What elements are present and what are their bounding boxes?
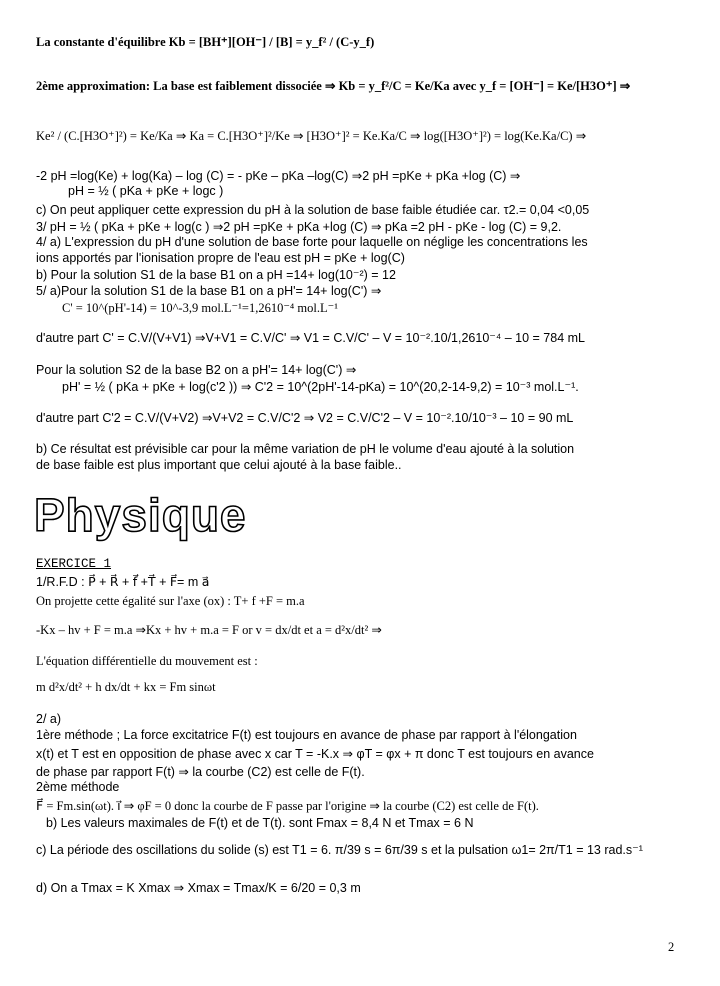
phys-line-11: F⃗ = Fm.sin(ωt). i⃗ ⇒ φF = 0 donc la courbe de F passe par l'origine ⇒ la courbe (C2) est celle de F(t).	[36, 799, 539, 813]
phys-line-4: L'équation différentielle du mouvement est :	[36, 654, 258, 668]
chem-line-7: 3/ pH = ½ ( pKa + pKe + log(c ) ⇒2 pH =pKe + pKa +log (C) ⇒ pKa =2 pH - pKe - log (C) = 9,2.	[36, 220, 562, 234]
chem-line-1: La constante d'équilibre Kb = [BH⁺][OH⁻] / [B] = y_f² / (C-y_f)	[36, 35, 375, 49]
phys-line-2: On projette cette égalité sur l'axe (ox) : T+ f +F = m.a	[36, 594, 305, 608]
phys-line-10: 2ème méthode	[36, 780, 120, 794]
chem-line-16: d'autre part C'2 = C.V/(V+V2) ⇒V+V2 = C.V/C'2 ⇒ V2 = C.V/C'2 – V = 10⁻².10/10⁻³ – 10 = 90 mL	[36, 411, 574, 425]
exercise-heading: EXERCICE 1	[36, 557, 112, 571]
phys-line-1: 1/R.F.D : P⃗ + R⃗ + f⃗ +T⃗ + F⃗= m a⃗	[36, 575, 210, 589]
page-number: 2	[668, 940, 675, 954]
phys-line-12: b) Les valeurs maximales de F(t) et de T(t). sont Fmax = 8,4 N et Tmax = 6 N	[46, 816, 474, 830]
chem-line-9: ions apportés par l'ionisation propre de l'eau est pH = pKe + log(C)	[36, 251, 405, 265]
phys-line-13: c) La période des oscillations du solide (s) est T1 = 6. π/39 s = 6π/39 s et la pulsation ω1= 2π/T1 = 13 rad.s⁻¹	[36, 843, 643, 857]
chem-line-11: 5/ a)Pour la solution S1 de la base B1 on a pH'= 14+ log(C') ⇒	[36, 284, 382, 298]
phys-line-9: de phase par rapport F(t) ⇒ la courbe (C2) est celle de F(t).	[36, 765, 365, 779]
chem-line-12: C' = 10^(pH'-14) = 10^-3,9 mol.L⁻¹=1,2610⁻⁴ mol.L⁻¹	[62, 301, 338, 315]
chem-line-3: Ke² / (C.[H3O⁺]²) = Ke/Ka ⇒ Ka = C.[H3O⁺]²/Ke ⇒ [H3O⁺]² = Ke.Ka/C ⇒ log([H3O⁺]²) = log(Ke.Ka/C) ⇒	[36, 129, 587, 143]
phys-line-14: d) On a Tmax = K Xmax ⇒ Xmax = Tmax/K = 6/20 = 0,3 m	[36, 881, 361, 895]
phys-line-6: 2/ a)	[36, 712, 62, 726]
phys-line-3: -Kx – hv + F = m.a ⇒Kx + hv + m.a = F or v = dx/dt et a = d²x/dt² ⇒	[36, 623, 382, 637]
chem-line-4: -2 pH =log(Ke) + log(Ka) – log (C) = - pKe – pKa –log(C) ⇒2 pH =pKe + pKa +log (C) ⇒	[36, 169, 521, 183]
chem-line-2: 2ème approximation: La base est faiblement dissociée ⇒ Kb = y_f²/C = Ke/Ka avec y_f = [OH⁻] = Ke/[H3O⁺] ⇒	[36, 79, 631, 93]
chem-line-13: d'autre part C' = C.V/(V+V1) ⇒V+V1 = C.V/C' ⇒ V1 = C.V/C' – V = 10⁻².10/1,2610⁻⁴ – 10 = 784 mL	[36, 331, 585, 345]
phys-line-5: m d²x/dt² + h dx/dt + kx = Fm sinωt	[36, 680, 216, 694]
section-title: Physique	[34, 489, 247, 541]
chem-line-8: 4/ a) L'expression du pH d'une solution de base forte pour laquelle on néglige les concentrations les	[36, 235, 588, 249]
chem-line-5: pH = ½ ( pKa + pKe + logc )	[68, 184, 224, 198]
chem-line-14: Pour la solution S2 de la base B2 on a pH'= 14+ log(C') ⇒	[36, 363, 357, 377]
chem-line-6: c) On peut appliquer cette expression du pH à la solution de base faible étudiée car. τ2.= 0,04 <0,05	[36, 203, 590, 217]
chem-line-18: de base faible est plus important que celui ajouté à la base faible..	[36, 458, 402, 472]
phys-line-7: 1ère méthode ; La force excitatrice F(t) est toujours en avance de phase par rapport à l'élongation	[36, 728, 577, 742]
chem-line-17: b) Ce résultat est prévisible car pour la même variation de pH le volume d'eau ajouté à la solution	[36, 442, 575, 456]
chem-line-10: b) Pour la solution S1 de la base B1 on a pH =14+ log(10⁻²) = 12	[36, 268, 396, 282]
phys-line-8: x(t) et T est en opposition de phase avec x car T = -K.x ⇒ φT = φx + π donc T est toujours en avance	[36, 747, 594, 761]
chem-line-15: pH' = ½ ( pKa + pKe + log(c'2 )) ⇒ C'2 = 10^(2pH'-14-pKa) = 10^(20,2-14-9,2) = 10⁻³ mol.L⁻¹.	[62, 380, 579, 394]
